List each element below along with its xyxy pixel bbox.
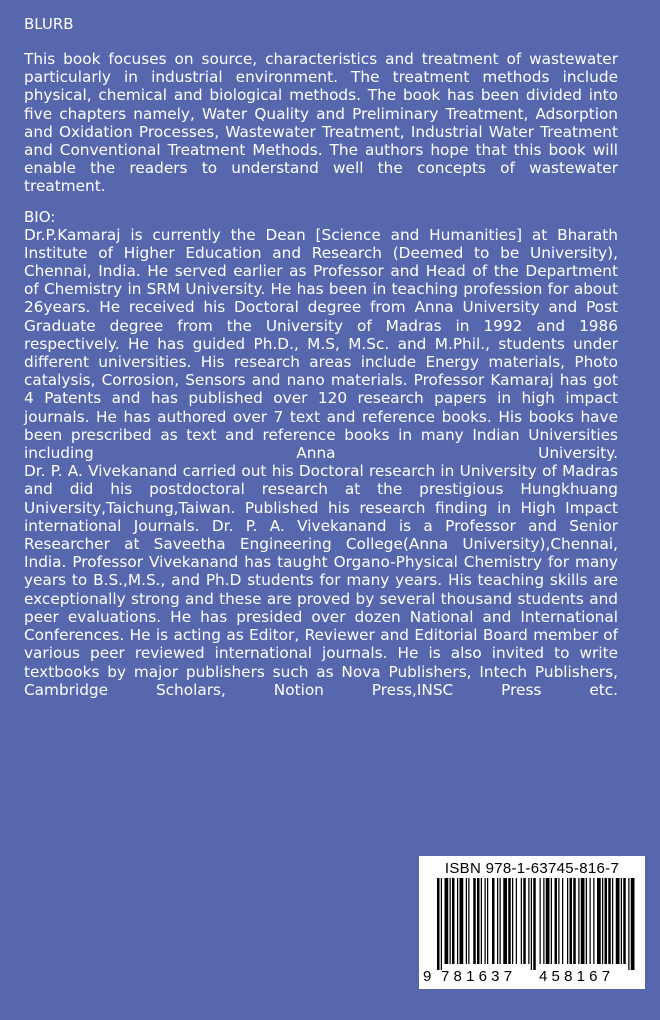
barcode-bar <box>573 878 576 964</box>
barcode-bar <box>445 878 449 964</box>
isbn-label: ISBN 978-1-63745-816-7 <box>444 860 620 877</box>
bio-heading: BIO: <box>24 207 56 226</box>
barcode-bar <box>590 878 591 964</box>
barcode-bar <box>452 878 455 964</box>
barcode-bar <box>516 878 517 964</box>
barcode-bar <box>468 878 469 964</box>
barcode-bar <box>521 878 522 964</box>
barcode-bar <box>558 878 559 964</box>
barcode-bar <box>450 878 451 964</box>
barcode-bar <box>460 878 464 964</box>
barcode-bar <box>485 878 486 964</box>
barcode-bar <box>581 878 585 964</box>
barcode-bar <box>602 878 603 964</box>
bio-author2-paragraph: Dr. P. A. Vivekanand carried out his Doctoral research in University of Madras and did his postdoctoral research at the prestigious Hungkhuang University,Taichung,Taiwan. Published his research finding in High Impact international Journals. Dr. P. A. Vivekanand is a Professor and Senior Researcher at Saveetha Engineering College(Anna University),Chennai, India. Professor Vivekanand has taught Organo-Physical Chemistry for many years to B.S.,M.S., and Ph.D students for many years. His teaching skills are exceptionally strong and these are proved by several thousand students and peer evaluations. He has presided over dozen National and International Conferences. He is acting as Editor, Reviewer and Editorial Board member of various peer reviewed international journals. He is also invited to write textbooks by major publishers such as Nova Publishers, Intech Publishers, Cambridge Scholars, Notion Press,INSC Press etc. <box>24 462 618 699</box>
isbn-digit-prefix: 9 <box>423 968 432 985</box>
barcode-bar <box>437 878 440 970</box>
barcode-bar <box>528 878 529 964</box>
barcode-bar <box>503 878 507 964</box>
barcode-bar <box>500 878 501 964</box>
barcode-bar <box>533 878 536 970</box>
barcode-bar <box>621 878 622 964</box>
barcode-bar <box>512 878 513 964</box>
barcode-bar <box>608 878 611 964</box>
barcode-bar <box>441 878 442 970</box>
barcode-bar <box>578 878 579 964</box>
barcode-bar <box>551 878 552 964</box>
barcode-bar <box>457 878 458 964</box>
barcode-bar <box>497 878 498 964</box>
barcode-bar <box>546 878 550 964</box>
barcode-bar <box>477 878 480 964</box>
barcode-bar <box>567 878 568 964</box>
barcode-bar <box>616 878 620 964</box>
barcode-bar <box>586 878 587 964</box>
bio-author1-paragraph: Dr.P.Kamaraj is currently the Dean [Science and Humanities] at Bharath Institute of Higher Education and Research (Deemed to be University), Chennai, India. He served earlier as Professor and Head of the Department of Chemistry in SRM University. He has been in teaching profession for about 26years. He received his Doctoral degree from Anna University and Post Graduate degree from the University of Madras in 1992 and 1986 respectively. He has guided Ph.D., M.S, M.Sc. and M.Phil., students under different universities. His research areas include Energy materials, Photo catalysis, Corrosion, Sensors and nano materials. Professor Kamaraj has got 4 Patents and has published over 120 research papers in high impact journals. He has authored over 7 text and reference books. His books have been prescribed as text and reference books in many Indian Universities including Anna University. <box>24 225 618 463</box>
barcode-bar <box>543 878 544 964</box>
back-cover-text <box>24 14 618 699</box>
barcode-bar <box>623 878 626 964</box>
barcode-bar <box>540 878 541 964</box>
barcode-bar <box>492 878 495 964</box>
barcode-icon <box>425 878 639 970</box>
barcode-bar <box>487 878 488 964</box>
barcode-bar <box>597 878 601 964</box>
barcode-bar <box>570 878 573 964</box>
barcode-bar <box>473 878 476 964</box>
isbn-barcode <box>419 856 645 989</box>
barcode-bar <box>628 878 629 970</box>
barcode-bar <box>612 878 613 964</box>
barcode-bar <box>531 878 532 970</box>
isbn-digits-left: 781637 <box>441 968 517 985</box>
barcode-bar <box>481 878 482 964</box>
barcode-bar <box>605 878 608 964</box>
barcode-bar <box>593 878 594 964</box>
barcode-bar <box>562 878 563 964</box>
barcode-bar <box>508 878 511 964</box>
barcode-bar <box>466 878 467 964</box>
barcode-bar <box>631 878 635 970</box>
isbn-digits-right: 458167 <box>539 968 615 985</box>
barcode-bar <box>555 878 558 964</box>
blurb-heading: BLURB <box>24 15 74 33</box>
barcode-bar <box>523 878 526 964</box>
blurb-paragraph: This book focuses on source, characteristics and treatment of wastewater particularly in industrial environment. The treatment methods include physical, chemical and biological methods. The book has been divided into five chapters namely, Water Quality and Preliminary Treatment, Adsorption and Oxidation Processes, Wastewater Treatment, Industrial Water Treatment and Conventional Treatment Methods. The authors hope that this book will enable the readers to understand well the concepts of wastewater treatment. <box>24 50 618 196</box>
